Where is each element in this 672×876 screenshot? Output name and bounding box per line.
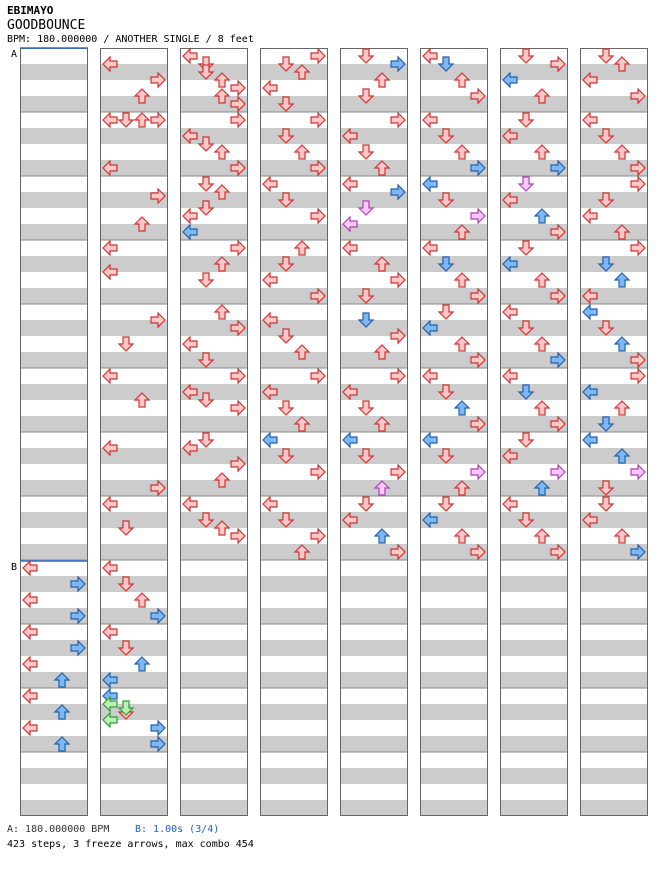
beat-stripe [260,352,328,368]
beat-stripe [260,224,328,240]
step-arrow [375,529,389,543]
step-arrow [423,49,437,63]
step-arrow [199,433,213,447]
beat-stripe [180,576,248,592]
beat-stripe [580,704,648,720]
beat-stripe [100,576,168,592]
step-arrow [519,433,533,447]
step-arrow [535,401,549,415]
beat-stripe [580,736,648,752]
beat-stripe [20,384,88,400]
beat-stripe [580,224,648,240]
step-arrow [135,593,149,607]
step-arrow [183,209,197,223]
beat-stripe [500,704,568,720]
beat-stripe [260,416,328,432]
beat-stripe [20,128,88,144]
beat-stripe [580,672,648,688]
beat-stripe [420,192,488,208]
beat-stripe [580,608,648,624]
beat-stripe [100,640,168,656]
step-arrow [263,81,277,95]
step-arrow [183,49,197,63]
step-arrow [343,433,357,447]
step-arrow [519,241,533,255]
beat-stripe [20,800,88,816]
step-arrow [263,273,277,287]
beat-stripe [420,640,488,656]
step-arrow [535,337,549,351]
song-title: GOODBOUNCE [7,18,86,33]
beat-stripe [260,544,328,560]
chart-info: BPM: 180.000000 / ANOTHER SINGLE / 8 feet [7,34,254,45]
beat-stripe [20,448,88,464]
beat-stripe [260,128,328,144]
step-arrow [535,209,549,223]
beat-stripe [580,640,648,656]
step-arrow [631,177,645,191]
beat-stripe [580,480,648,496]
beat-stripe [260,448,328,464]
beat-stripe [260,512,328,528]
beat-stripe [100,96,168,112]
step-arrow [103,625,117,639]
beat-stripe [340,640,408,656]
step-arrow [423,369,437,383]
step-arrow [231,369,245,383]
beat-stripe [500,672,568,688]
step-arrow [311,113,325,127]
step-arrow [391,369,405,383]
step-arrow [295,145,309,159]
beat-stripe [20,256,88,272]
step-arrow [311,209,325,223]
beat-stripe [500,608,568,624]
step-arrow [119,337,133,351]
beat-stripe [180,192,248,208]
step-arrow [23,593,37,607]
step-arrow [519,49,533,63]
beat-stripe [100,544,168,560]
step-arrow [583,305,597,319]
step-arrow [631,465,645,479]
beat-stripe [260,480,328,496]
step-arrow [615,337,629,351]
step-arrow [631,241,645,255]
beat-stripe [100,384,168,400]
beat-stripe [500,576,568,592]
beat-stripe [340,608,408,624]
beat-stripe [260,608,328,624]
beat-stripe [100,352,168,368]
beat-stripe [180,672,248,688]
section-marker-label: B [11,562,18,573]
beat-stripe [20,192,88,208]
beat-stripe [100,512,168,528]
step-arrow [311,529,325,543]
step-arrow [583,209,597,223]
step-arrow [199,177,213,191]
step-arrow [471,209,485,223]
beat-stripe [20,64,88,80]
beat-stripe [180,512,248,528]
beat-stripe [20,352,88,368]
beat-stripe [180,288,248,304]
step-arrow [423,177,437,191]
beat-stripe [420,224,488,240]
step-arrow [263,497,277,511]
beat-stripe [340,576,408,592]
step-arrow [231,529,245,543]
step-arrow [503,369,517,383]
beat-stripe [420,64,488,80]
beat-stripe [500,736,568,752]
step-arrow [519,177,533,191]
beat-stripe [340,800,408,816]
beat-stripe [500,800,568,816]
step-arrow [615,401,629,415]
beat-stripe [180,736,248,752]
beat-stripe [260,64,328,80]
beat-stripe [180,640,248,656]
beat-stripe [260,800,328,816]
step-arrow [455,337,469,351]
step-arrow [439,305,453,319]
step-arrow [231,401,245,415]
step-arrow [535,145,549,159]
beat-stripe [20,704,88,720]
beat-stripe [580,800,648,816]
beat-stripe [20,480,88,496]
beat-stripe [580,448,648,464]
beat-stripe [260,640,328,656]
beat-stripe [420,448,488,464]
step-arrow [23,561,37,575]
step-arrow [503,497,517,511]
step-arrow [279,401,293,415]
beat-stripe [20,96,88,112]
beat-stripe [20,288,88,304]
beat-stripe [340,704,408,720]
beat-stripe [180,768,248,784]
beat-stripe [500,384,568,400]
step-arrow [23,689,37,703]
beat-stripe [340,352,408,368]
step-arrow [423,433,437,447]
stop-footer: B: 1.00s (3/4) [135,824,220,835]
beat-stripe [260,768,328,784]
beat-stripe [180,480,248,496]
beat-stripe [260,704,328,720]
beat-stripe [180,64,248,80]
step-arrow [103,241,117,255]
step-arrow [551,465,565,479]
step-arrow [343,241,357,255]
step-arrow [215,305,229,319]
step-arrow [311,369,325,383]
step-arrow [535,273,549,287]
beat-stripe [180,544,248,560]
step-arrow [391,113,405,127]
beat-stripe [420,576,488,592]
step-arrow [503,305,517,319]
beat-stripe [100,768,168,784]
beat-stripe [20,416,88,432]
beat-stripe [580,192,648,208]
beat-stripe [340,256,408,272]
beat-stripe [500,640,568,656]
step-arrow [519,113,533,127]
beat-stripe [260,96,328,112]
beat-stripe [340,768,408,784]
beat-stripe [180,416,248,432]
step-arrow [615,529,629,543]
beat-stripe [100,128,168,144]
step-arrow [151,113,165,127]
beat-stripe [20,544,88,560]
step-arrow [455,401,469,415]
beat-stripe [580,320,648,336]
beat-stripe [100,416,168,432]
step-arrow [295,241,309,255]
beat-stripe [100,800,168,816]
beat-stripe [420,384,488,400]
beat-stripe [500,512,568,528]
beat-stripe [580,416,648,432]
beat-stripe [340,288,408,304]
beat-stripe [180,608,248,624]
beat-stripe [260,576,328,592]
beat-stripe [420,128,488,144]
step-arrow [311,49,325,63]
beat-stripe [500,480,568,496]
step-arrow [151,721,165,735]
step-arrow [423,241,437,255]
beat-stripe [420,608,488,624]
step-arrow [183,497,197,511]
step-arrow [359,49,373,63]
step-arrow [135,113,149,127]
step-arrow [455,273,469,287]
step-arrow [135,657,149,671]
step-arrow [471,465,485,479]
beat-stripe [100,288,168,304]
beat-stripe [500,96,568,112]
beat-stripe [420,256,488,272]
beat-stripe [260,256,328,272]
beat-stripe [500,320,568,336]
step-arrow [359,497,373,511]
step-arrow [311,465,325,479]
step-arrow [599,49,613,63]
step-arrow [119,113,133,127]
step-arrow [343,177,357,191]
step-arrow [631,369,645,383]
beat-stripe [260,192,328,208]
step-arrow [391,465,405,479]
beat-stripe [420,672,488,688]
beat-stripe [260,736,328,752]
step-arrow [183,337,197,351]
step-arrow [23,721,37,735]
beat-stripe [20,672,88,688]
beat-stripe [20,512,88,528]
step-arrow [583,433,597,447]
beat-stripe [340,448,408,464]
chart-summary: 423 steps, 3 freeze arrows, max combo 454 [7,839,254,850]
beat-stripe [100,224,168,240]
step-arrow [423,113,437,127]
beat-stripe [260,672,328,688]
beat-stripe [20,224,88,240]
step-arrow [231,113,245,127]
step-arrow [215,145,229,159]
section-marker-label: A [11,49,18,60]
step-arrow [263,177,277,191]
beat-stripe [180,704,248,720]
beat-stripe [340,160,408,176]
beat-stripe [340,672,408,688]
beat-stripe [580,768,648,784]
bpm-footer: A: 180.000000 BPM [7,824,110,835]
step-arrow [583,113,597,127]
step-arrow [535,529,549,543]
step-arrow [231,241,245,255]
beat-stripe [420,768,488,784]
beat-stripe [420,800,488,816]
beat-stripe [580,576,648,592]
beat-stripe [180,256,248,272]
beat-stripe [420,736,488,752]
beat-stripe [340,736,408,752]
beat-stripe [340,416,408,432]
step-arrow [455,529,469,543]
step-arrow [359,401,373,415]
beat-stripe [420,480,488,496]
beat-stripe [180,352,248,368]
beat-stripe [500,768,568,784]
beat-stripe [580,256,648,272]
step-arrow [455,145,469,159]
beat-stripe [340,480,408,496]
beat-stripe [20,320,88,336]
step-arrow [199,273,213,287]
beat-stripe [580,128,648,144]
step-arrow [391,273,405,287]
step-arrow [615,145,629,159]
beat-stripe [180,800,248,816]
step-arrow [231,81,245,95]
step-arrow [439,497,453,511]
step-arrow [23,625,37,639]
step-arrow [263,433,277,447]
step-arrow [359,145,373,159]
step-arrow [103,369,117,383]
beat-stripe [20,160,88,176]
beat-stripe [420,704,488,720]
step-arrow [103,561,117,575]
beat-stripe [340,96,408,112]
step-arrow [103,497,117,511]
step-arrow [23,657,37,671]
artist-name: EBIMAYO [7,4,54,17]
step-arrow [615,273,629,287]
beat-stripe [20,768,88,784]
step-arrow [103,113,117,127]
step-arrow [599,497,613,511]
beat-stripe [20,736,88,752]
